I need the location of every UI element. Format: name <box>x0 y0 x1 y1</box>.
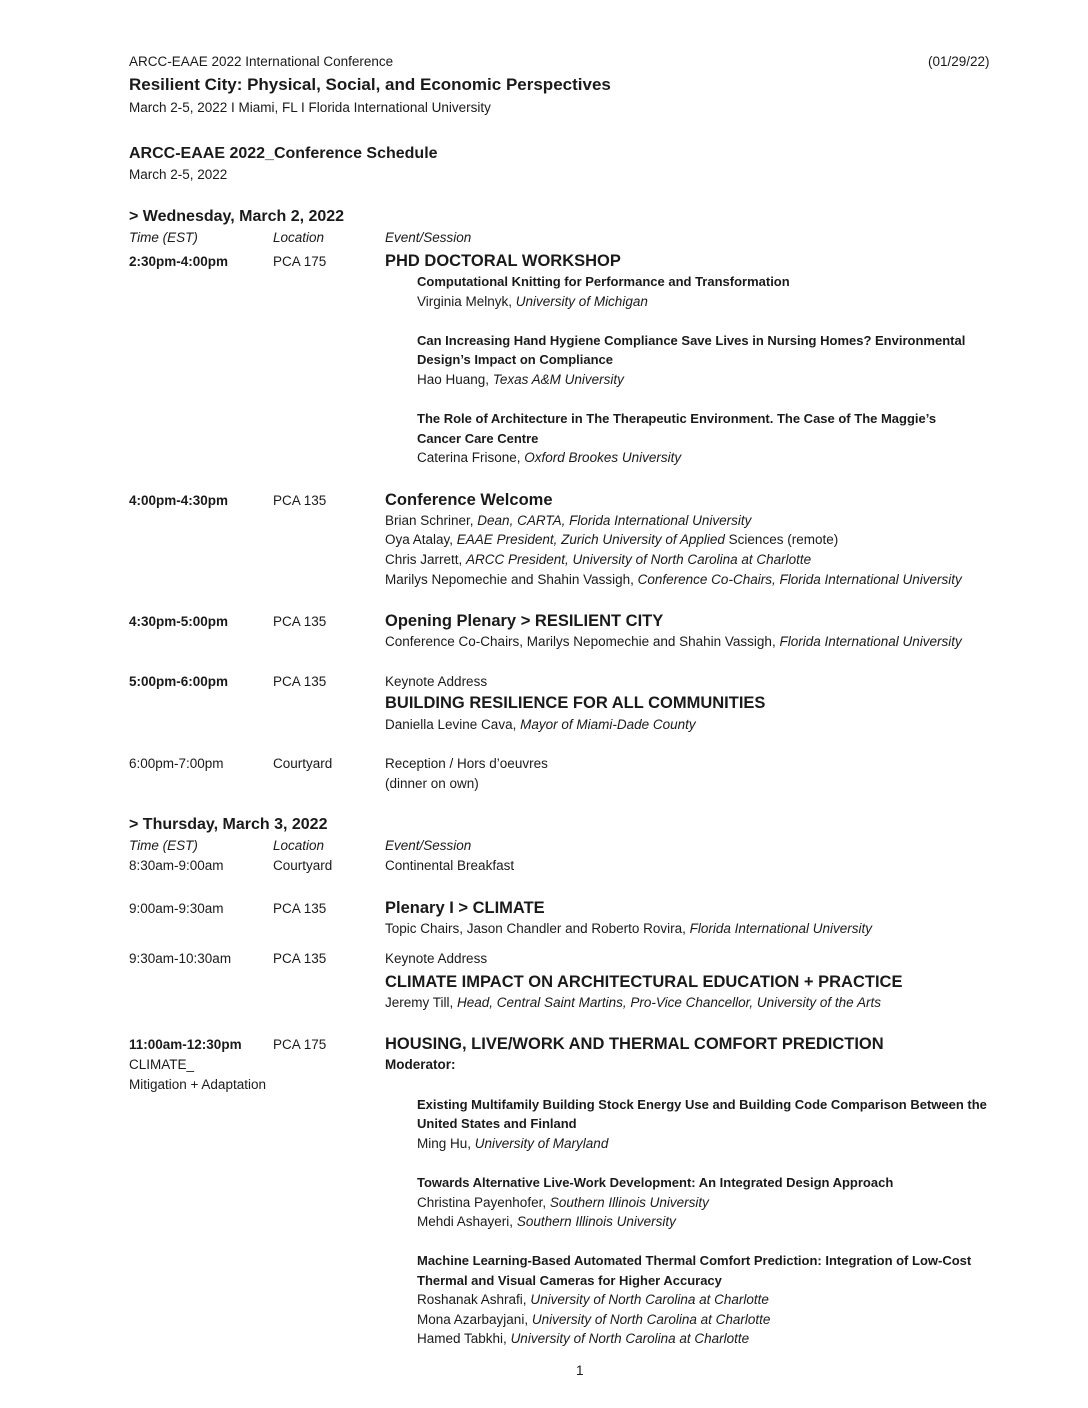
session-title: Plenary I > CLIMATE <box>385 899 545 917</box>
paper-author: Roshanak Ashrafi, University of North Carolina at Charlotte <box>417 1292 769 1307</box>
paper-title-continued: Thermal and Visual Cameras for Higher Accuracy <box>417 1273 722 1288</box>
event-note: (dinner on own) <box>385 776 479 791</box>
session-time: 2:30pm-4:00pm <box>129 254 229 269</box>
column-header-time: Time (EST) <box>129 838 198 853</box>
session-time: 9:00am-9:30am <box>129 901 224 916</box>
paper-author: Christina Payenhofer, Southern Illinois University <box>417 1195 709 1210</box>
event-name: Reception / Hors d’oeuvres <box>385 756 548 771</box>
column-header-event: Event/Session <box>385 230 472 245</box>
paper-title-continued: Design’s Impact on Compliance <box>417 352 614 367</box>
track-label: CLIMATE_ <box>129 1057 195 1072</box>
column-header-event: Event/Session <box>385 838 472 853</box>
session-time: 9:30am-10:30am <box>129 951 232 966</box>
speaker-line: Oya Atalay, EAAE President, Zurich University of Applied Sciences (remote) <box>385 532 839 547</box>
keynote-label: Keynote Address <box>385 674 488 689</box>
session-location: PCA 135 <box>273 951 327 966</box>
conference-dates-location: March 2-5, 2022 I Miami, FL I Florida International University <box>129 100 491 115</box>
session-location: PCA 175 <box>273 1037 327 1052</box>
paper-author: Caterina Frisone, Oxford Brookes University <box>417 450 682 465</box>
session-location: PCA 135 <box>273 674 327 689</box>
session-location: PCA 135 <box>273 614 327 629</box>
paper-title: Computational Knitting for Performance and Transformation <box>417 274 790 289</box>
session-title: PHD DOCTORAL WORKSHOP <box>385 252 621 270</box>
conference-title: Resilient City: Physical, Social, and Economic Perspectives <box>129 75 611 94</box>
paper-author: Mehdi Ashayeri, Southern Illinois University <box>417 1214 676 1229</box>
session-title: HOUSING, LIVE/WORK AND THERMAL COMFORT PREDICTION <box>385 1035 884 1053</box>
schedule-dates: March 2-5, 2022 <box>129 167 228 182</box>
paper-title: Existing Multifamily Building Stock Energy Use and Building Code Comparison Between the <box>417 1097 987 1112</box>
paper-title-continued: Cancer Care Centre <box>417 431 539 446</box>
speaker-line: Topic Chairs, Jason Chandler and Roberto Rovira, Florida International University <box>385 921 872 936</box>
column-header-location: Location <box>273 230 325 245</box>
track-label-continued: Mitigation + Adaptation <box>129 1077 266 1092</box>
keynote-title: CLIMATE IMPACT ON ARCHITECTURAL EDUCATION + PRACTICE <box>385 973 903 991</box>
session-location: PCA 135 <box>273 493 327 508</box>
speaker-line: Daniella Levine Cava, Mayor of Miami-Dade County <box>385 717 696 732</box>
event-name: Continental Breakfast <box>385 858 515 873</box>
paper-title-continued: United States and Finland <box>417 1116 577 1131</box>
paper-author: Virginia Melnyk, University of Michigan <box>417 294 648 309</box>
session-location: Courtyard <box>273 756 333 771</box>
page-number: 1 <box>576 1363 584 1378</box>
paper-author: Hao Huang, Texas A&M University <box>417 372 624 387</box>
paper-author: Mona Azarbayjani, University of North Carolina at Charlotte <box>417 1312 771 1327</box>
session-location: PCA 135 <box>273 901 327 916</box>
revision-date: (01/29/22) <box>928 54 990 69</box>
column-header-location: Location <box>273 838 325 853</box>
session-time: 5:00pm-6:00pm <box>129 674 229 689</box>
speaker-line: Conference Co-Chairs, Marilys Nepomechie and Shahin Vassigh, Florida International University <box>385 634 962 649</box>
session-time: 11:00am-12:30pm <box>129 1037 242 1052</box>
session-location: Courtyard <box>273 858 333 873</box>
session-time: 6:00pm-7:00pm <box>129 756 224 771</box>
session-location: PCA 175 <box>273 254 327 269</box>
speaker-line: Brian Schriner, Dean, CARTA, Florida International University <box>385 513 752 528</box>
schedule-title: ARCC-EAAE 2022_Conference Schedule <box>129 145 438 162</box>
session-time: 4:30pm-5:00pm <box>129 614 229 629</box>
day-heading-wednesday: > Wednesday, March 2, 2022 <box>129 208 345 225</box>
speaker-line: Chris Jarrett, ARCC President, University of North Carolina at Charlotte <box>385 552 812 567</box>
session-time: 8:30am-9:00am <box>129 858 224 873</box>
paper-title: Can Increasing Hand Hygiene Compliance Save Lives in Nursing Homes? Environmental <box>417 333 966 348</box>
session-time: 4:00pm-4:30pm <box>129 493 229 508</box>
paper-title: Towards Alternative Live-Work Development: An Integrated Design Approach <box>417 1175 894 1190</box>
paper-title: The Role of Architecture in The Therapeutic Environment. The Case of The Maggie’s <box>417 411 937 426</box>
session-title: Opening Plenary > RESILIENT CITY <box>385 612 664 630</box>
keynote-title: BUILDING RESILIENCE FOR ALL COMMUNITIES <box>385 694 766 712</box>
conference-name: ARCC-EAAE 2022 International Conference <box>129 54 394 69</box>
paper-title: Machine Learning-Based Automated Thermal Comfort Prediction: Integration of Low-Cost <box>417 1253 972 1268</box>
paper-author: Hamed Tabkhi, University of North Carolina at Charlotte <box>417 1331 750 1346</box>
keynote-label: Keynote Address <box>385 951 488 966</box>
speaker-line: Marilys Nepomechie and Shahin Vassigh, Conference Co-Chairs, Florida International University <box>385 572 962 587</box>
moderator-label: Moderator: <box>385 1057 456 1072</box>
session-title: Conference Welcome <box>385 491 553 509</box>
paper-author: Ming Hu, University of Maryland <box>417 1136 609 1151</box>
column-header-time: Time (EST) <box>129 230 198 245</box>
speaker-line: Jeremy Till, Head, Central Saint Martins, Pro-Vice Chancellor, University of the Arts <box>385 995 881 1010</box>
day-heading-thursday: > Thursday, March 3, 2022 <box>129 816 328 833</box>
